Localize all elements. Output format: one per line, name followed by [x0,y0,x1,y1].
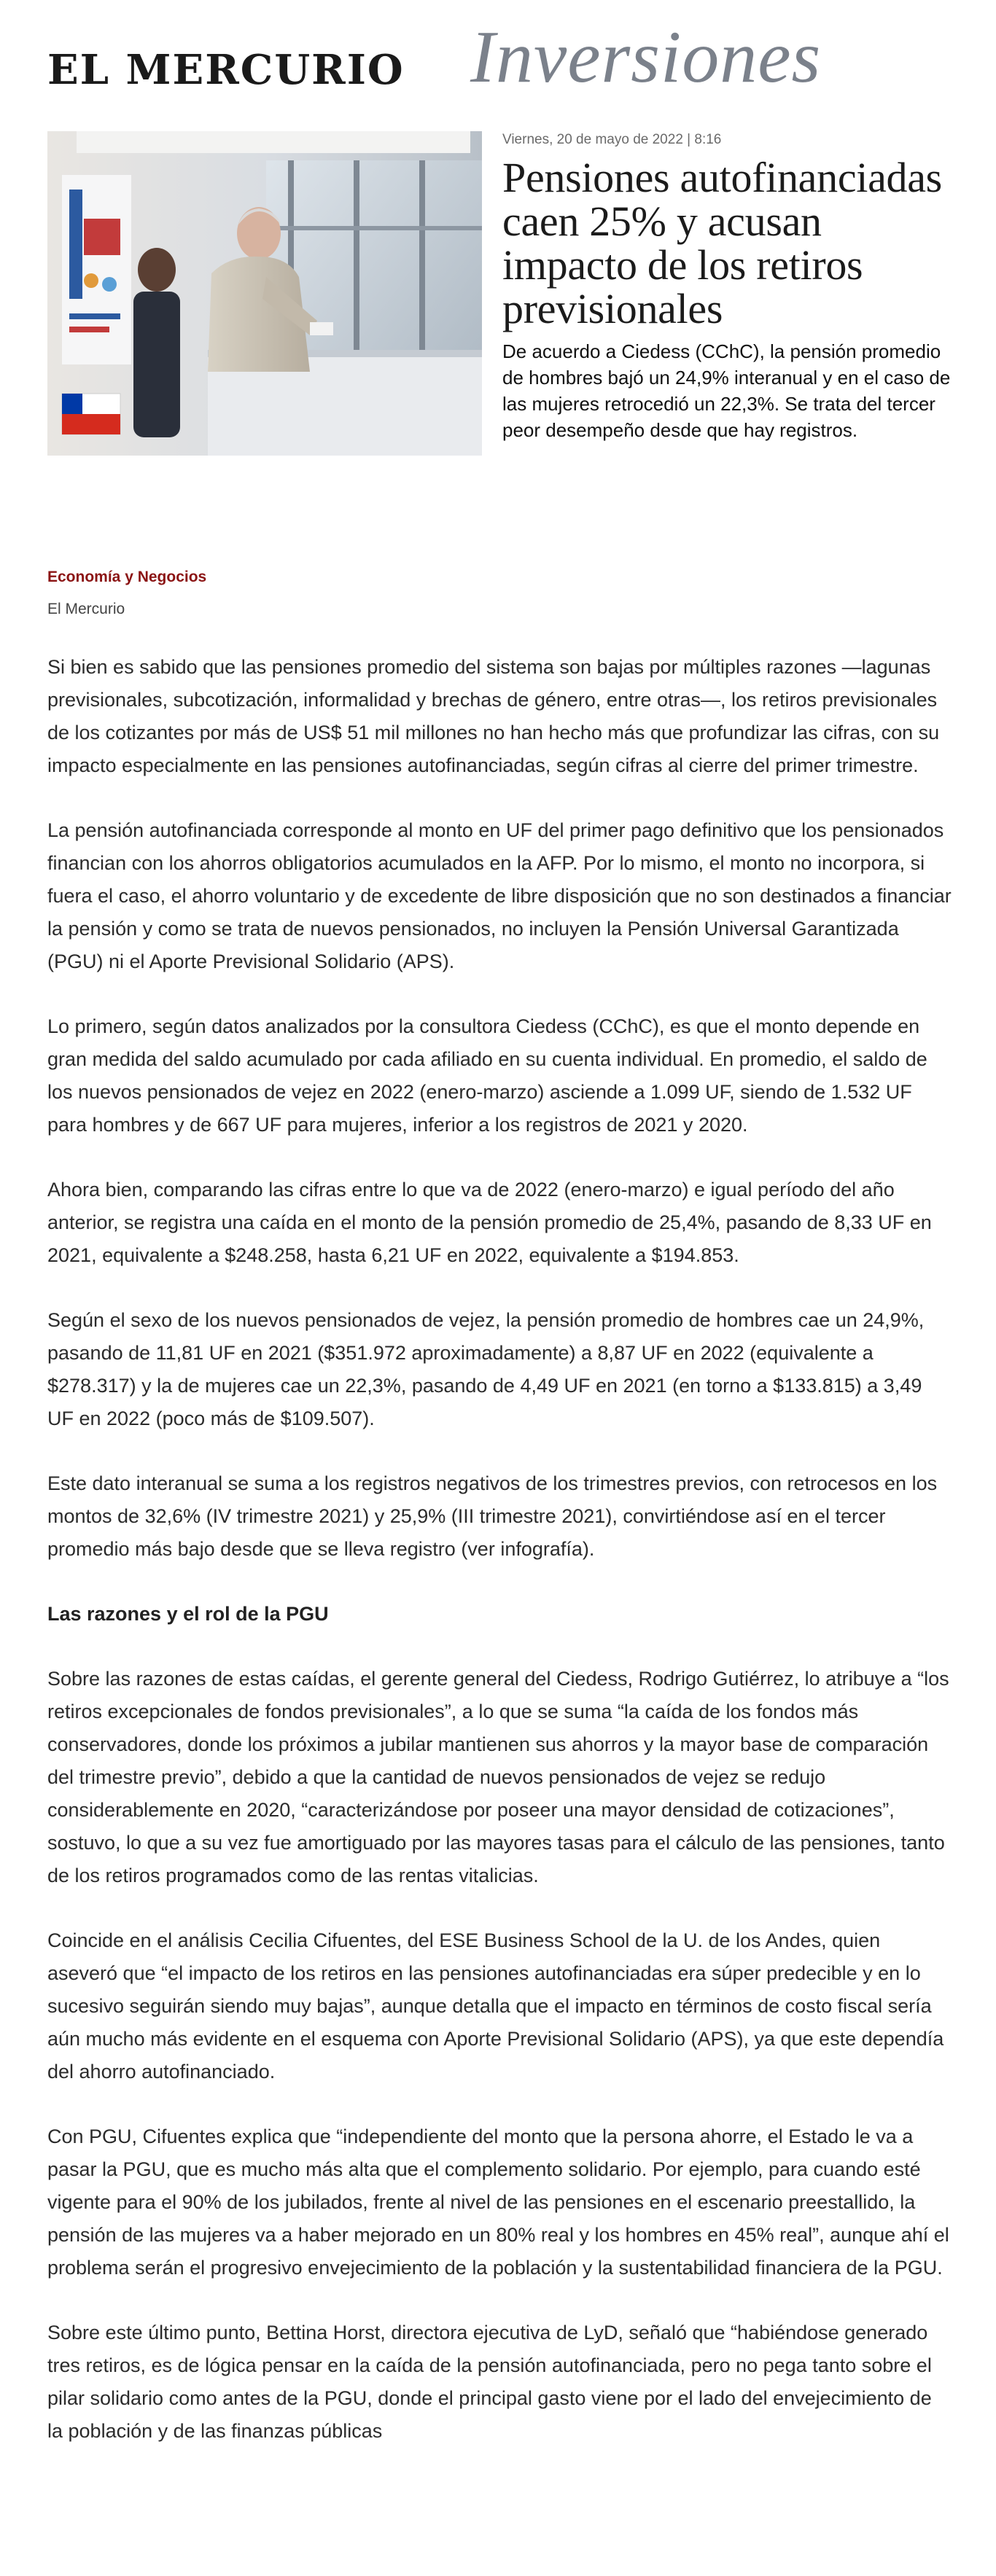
section-label[interactable]: Economía y Negocios [47,569,207,585]
brand-logo[interactable]: EL MERCURIO [47,46,405,94]
paragraph: La pensión autofinanciada corresponde al monto en UF del primer pago definitivo que los pensionados financian con los ahorros obligatorios acumulados en la AFP. Por lo mismo, el monto no incorpora, si fuera el caso, el ahorro voluntario y de excedente de libre disposición que no son destinados a financiar la pensión y como se trata de nuevos pensionados, no incluyen la Pensión Universal Garantizada (PGU) ni el Aporte Previsional Solidario (APS). [47,819,952,972]
paragraph: Sobre las razones de estas caídas, el gerente general del Ciedess, Rodrigo Gutiérrez, lo atribuye a “los retiros excepcionales de fondos previsionales”, a lo que se suma “la caída de los fondos más conservadores, donde los próximos a jubilar mantienen sus ahorros y la mayor base de comparación del trimestre previo”, debido a que la cantidad de nuevos pensionados de vejez se redujo considerablemente en 2020, “caracterizándose por poseer una mayor densidad de cotizaciones”, sostuvo, lo que a su vez fue amortiguado por las mayores tasas para el cálculo de las pensiones, tanto de los retiros programados como de las rentas vitalicias. [47,1668,949,1886]
paragraph: Con PGU, Cifuentes explica que “independiente del monto que la persona ahorre, el Estado le va a pasar la PGU, que es mucho más alta que el complemento solidario. Por ejemplo, para cuando esté vigente para el 90% de los jubilados, frente al nivel de las pensiones en el escenario preestallido, la pensión de las mujeres va a haber mejorado en un 80% real y los hombres en 45% real”, aunque ahí el problema serán el progresivo envejecimiento de la población y la sustentabilidad financiera de la PGU. [47,2126,949,2279]
article-dateline: Viernes, 20 de mayo de 2022 | 8:16 [502,132,722,147]
pension-office-photo [47,131,482,456]
article-header [502,130,952,443]
paragraph: Sobre este último punto, Bettina Horst, directora ejecutiva de LyD, señaló que “habiéndose generado tres retiros, es de lógica pensar en la caída de la pensión autofinanciada, pero no pega tanto sobre el pilar solidario como antes de la PGU, donde el principal gasto viene por el lado del envejecimiento de la población y de las finanzas públicas [47,2322,932,2442]
article-headline: Pensiones autofinanciadas caen 25% y acusan impacto de los retiros previsionales [502,154,942,332]
paragraph: Lo primero, según datos analizados por la consultora Ciedess (CChC), es que el monto depende en gran medida del saldo acumulado por cada afiliado en su cuenta individual. En promedio, el saldo de los nuevos pensionados de vejez en 2022 (enero-marzo) asciende a 1.099 UF, siendo de 1.532 UF para hombres y de 667 UF para mujeres, inferior a los registros de 2021 y 2020. [47,1015,927,1136]
masthead [47,16,952,101]
paragraph: Ahora bien, comparando las cifras entre lo que va de 2022 (enero-marzo) e igual período del año anterior, se registra una caída en el monto de la pensión promedio de 25,4%, pasando de 8,33 UF en 2021, equivalente a $248.258, hasta 6,21 UF en 2022, equivalente a $194.853. [47,1179,932,1266]
article-byline: El Mercurio [47,601,125,617]
subheading: Las razones y el rol de la PGU [47,1603,329,1625]
article-lead: De acuerdo a Ciedess (CChC), la pensión promedio de hombres bajó un 24,9% interanual y en el caso de las mujeres retrocedió un 22,3%. Se trata del tercer peor desempeño desde que hay registros. [502,340,951,441]
paragraph: Coincide en el análisis Cecilia Cifuentes, del ESE Business School de la U. de los Andes, quien aseveró que “el impacto de los retiros en las pensiones autofinanciadas era súper predecible y en lo sucesivo seguirán siendo muy bajas”, aunque detalla que el impacto en términos de costo fiscal sería aún mucho más evidente en el esquema con Aporte Previsional Solidario (APS), ya que este dependía del ahorro autofinanciado. [47,1929,944,2083]
paragraph: Si bien es sabido que las pensiones promedio del sistema son bajas por múltiples razones —lagunas previsionales, subcotización, informalidad y brechas de género, entre otras—, los retiros previsionales de los cotizantes por más de US$ 51 mil millones no han hecho más que profundizar las cifras, con su impacto especialmente en las pensiones autofinanciadas, según cifras al cierre del primer trimestre. [47,656,940,776]
hero-photo [47,131,482,456]
paragraph: Este dato interanual se suma a los registros negativos de los trimestres previos, con retrocesos en los montos de 32,6% (IV trimestre 2021) y 25,9% (III trimestre 2021), convirtiéndose así en el tercer promedio más bajo desde que se lleva registro (ver infografía). [47,1472,938,1560]
article-body [47,651,952,2480]
section-logo[interactable]: Inversiones [470,16,822,98]
paragraph: Según el sexo de los nuevos pensionados de vejez, la pensión promedio de hombres cae un 24,9%, pasando de 11,81 UF en 2021 ($351.972 aproximadamente) a 8,87 UF en 2022 (equivalente a $278.317) y la de mujeres cae un 22,3%, pasando de 4,49 UF en 2021 (en torno a $133.815) a 3,49 UF en 2022 (poco más de $109.507). [47,1309,925,1429]
